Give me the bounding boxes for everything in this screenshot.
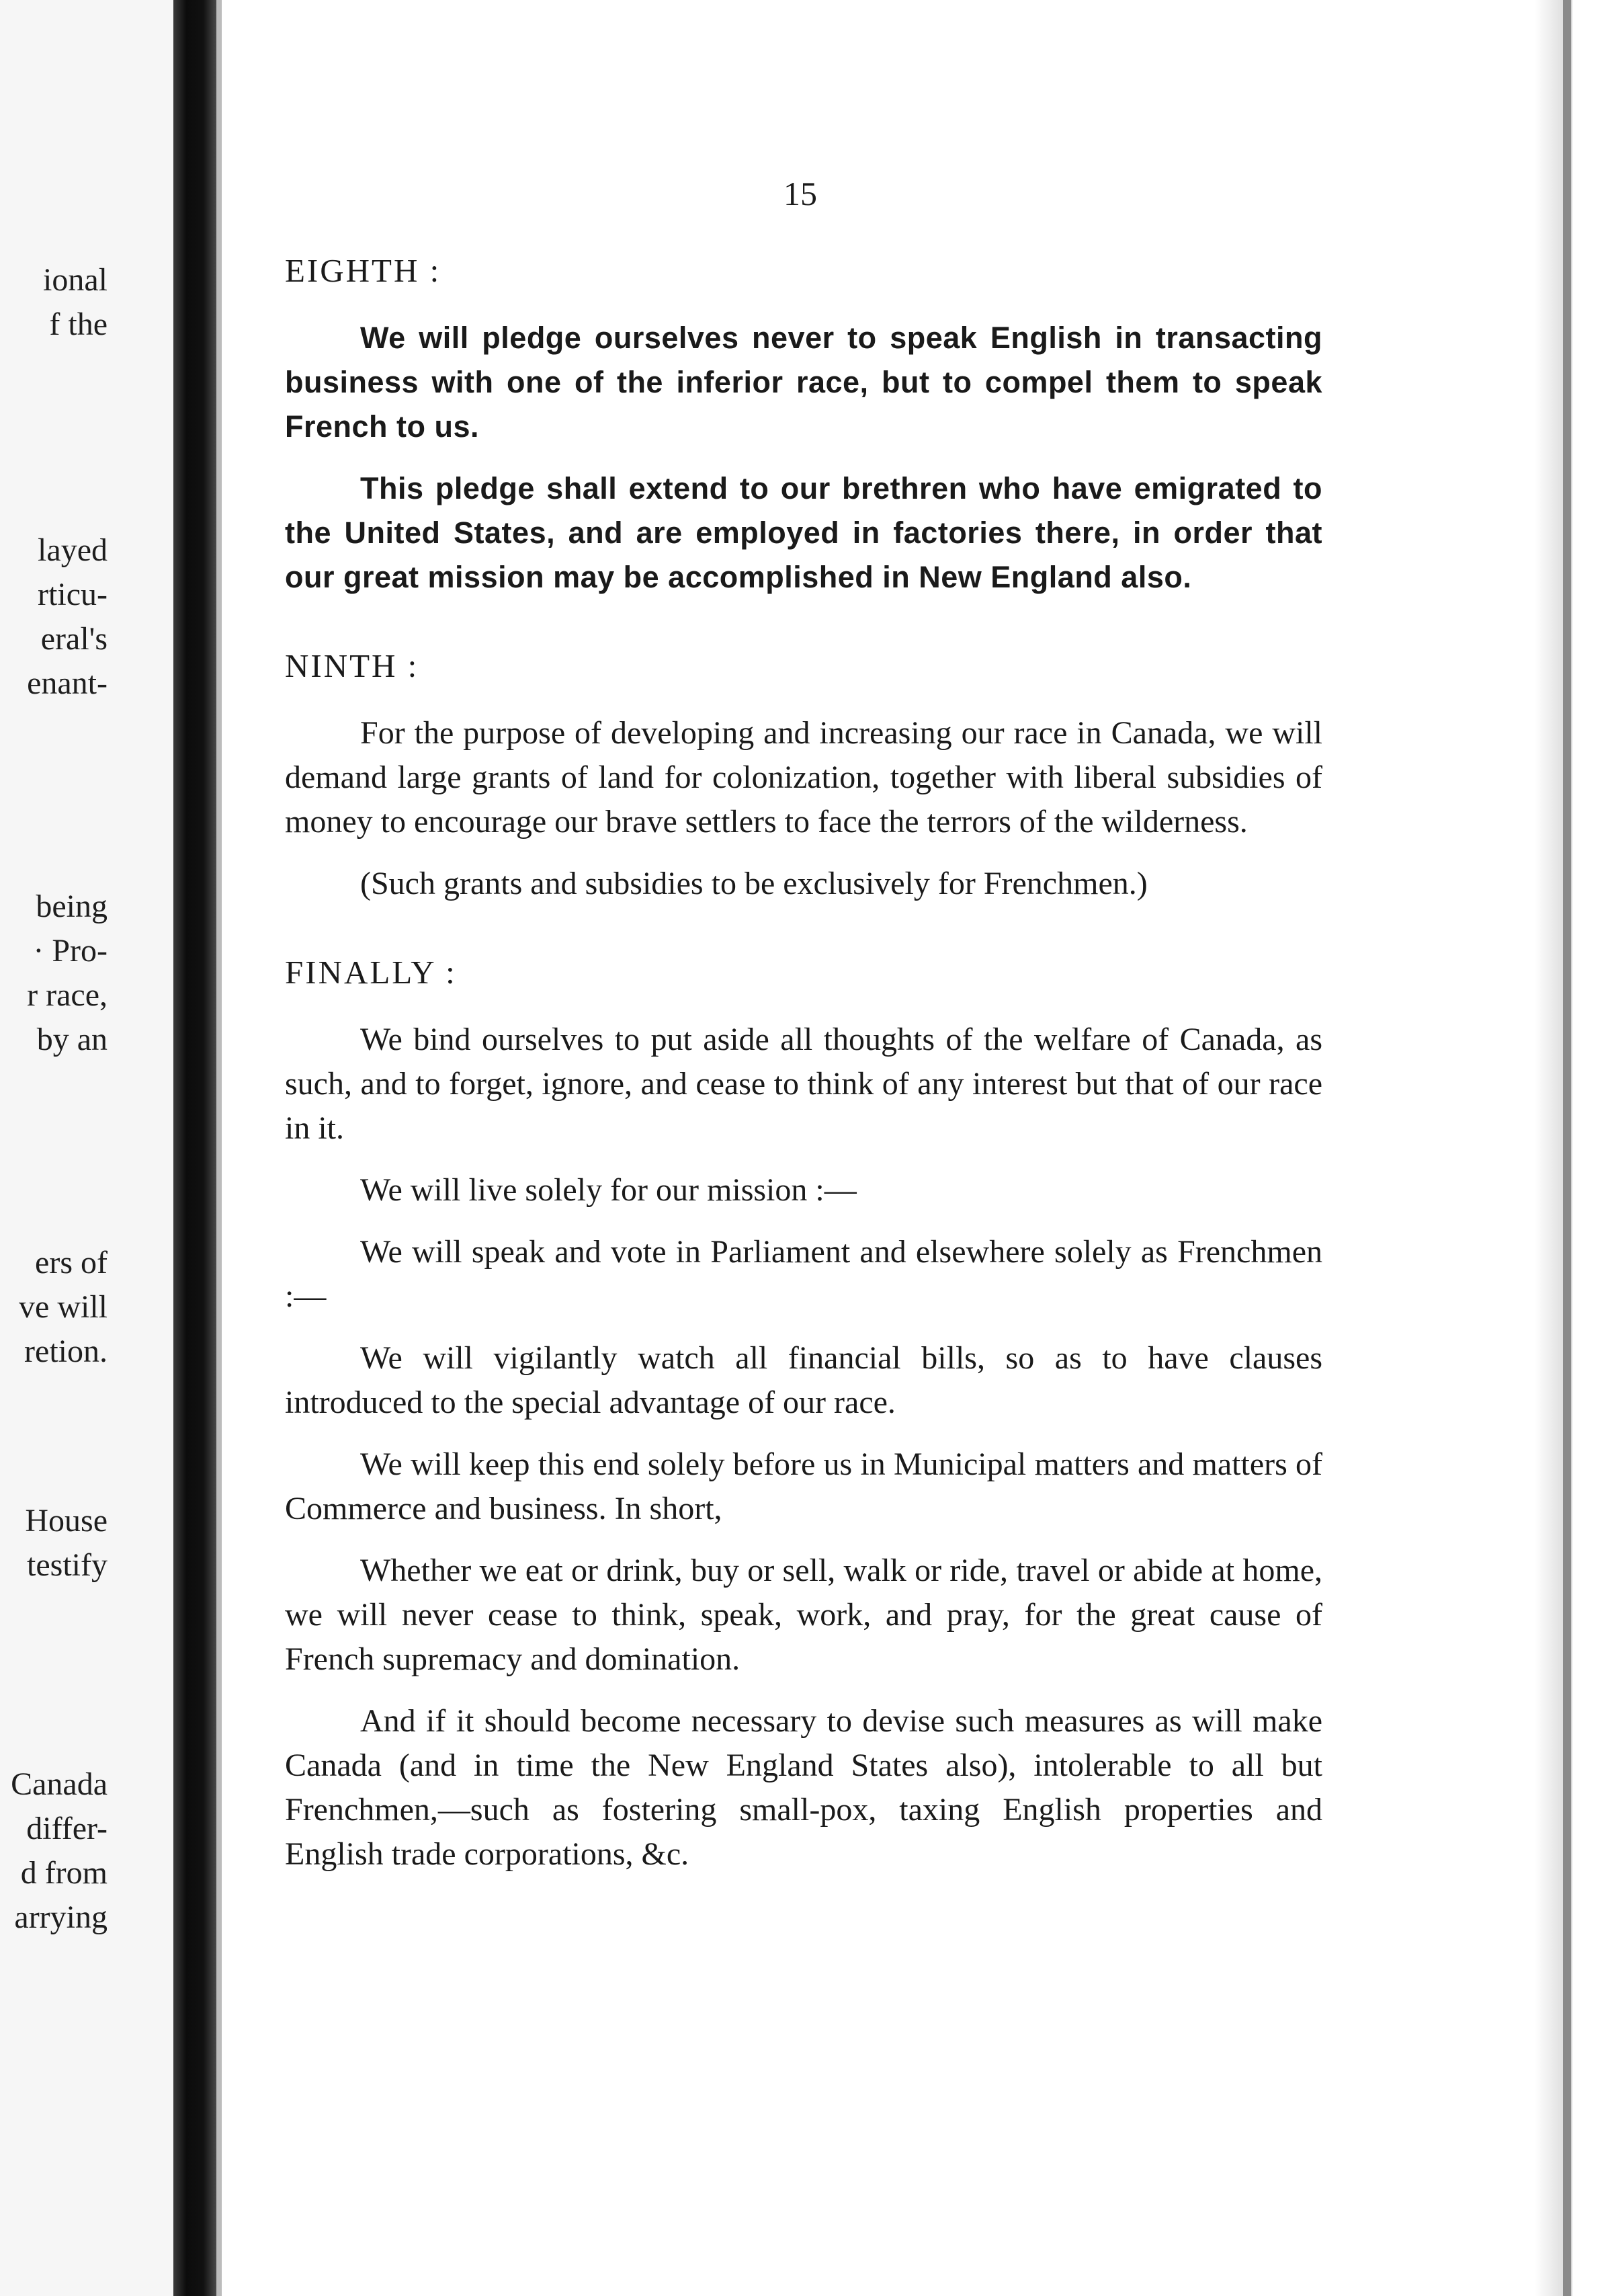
left-facing-page xyxy=(0,0,181,2296)
left-page-line: d from xyxy=(20,1855,108,1891)
left-page-line: being xyxy=(36,889,108,924)
left-page-line: Canada xyxy=(11,1766,108,1802)
section-heading: FINALLY : xyxy=(285,954,457,991)
section xyxy=(285,249,1322,600)
paragraph: We will pledge ourselves never to speak English in transacting business with one of the inferior race, but to compel them to speak French to us. xyxy=(285,321,1322,444)
section xyxy=(285,950,1322,1877)
left-page-line: rticu- xyxy=(38,577,108,612)
left-page-text-fragments xyxy=(0,0,108,2296)
left-page-line: testify xyxy=(27,1547,108,1583)
paragraph: We will live solely for our mission :— xyxy=(360,1172,857,1208)
left-page-line: ional xyxy=(43,262,108,298)
paragraph: This pledge shall extend to our brethren who have emigrated to the United States, and are employed in factories there, in order that our great mission may be accomplished in New England also. xyxy=(285,471,1322,594)
paragraph: (Such grants and subsidies to be exclusively for Frenchmen.) xyxy=(360,866,1148,901)
left-page-line: · Pro- xyxy=(33,933,108,969)
paragraph: We will keep this end solely before us in Municipal matters and matters of Commerce and business. In short, xyxy=(285,1446,1322,1526)
left-page-line: by an xyxy=(36,1022,108,1057)
left-page-line: differ- xyxy=(26,1811,108,1846)
section-heading: NINTH : xyxy=(285,647,419,684)
left-page-line: f the xyxy=(49,306,108,342)
section-spacer xyxy=(285,924,1322,950)
left-page-line: ve will xyxy=(19,1289,108,1325)
section xyxy=(285,644,1322,906)
left-page-line: ers of xyxy=(35,1245,108,1280)
section-heading: EIGHTH : xyxy=(285,252,441,289)
paragraph: We will vigilantly watch all financial bills, so as to have clauses introduced to the special advantage of our race. xyxy=(285,1340,1322,1420)
paragraph: We bind ourselves to put aside all thoughts of the welfare of Canada, as such, and to forget, ignore, and cease to think of any interest but that of our race in it. xyxy=(285,1022,1322,1146)
page-outer-edge xyxy=(1563,0,1571,2296)
paragraph: And if it should become necessary to devise such measures as will make Canada (and in time the New England States also), intolerable to all but Frenchmen,—such as fostering small-pox, taxing English properties and English trade corporations, &c. xyxy=(285,1703,1322,1872)
left-page-line: retion. xyxy=(24,1334,108,1369)
left-page-line: arrying xyxy=(14,1899,108,1935)
page-number: 15 xyxy=(783,175,817,212)
section-spacer xyxy=(285,617,1322,644)
left-page-line: eral's xyxy=(40,621,108,657)
left-page-line: r race, xyxy=(27,977,108,1013)
paragraph: We will speak and vote in Parliament and elsewhere solely as Frenchmen :— xyxy=(285,1234,1322,1314)
page-body-text xyxy=(285,249,1322,1894)
paragraph: Whether we eat or drink, buy or sell, walk or ride, travel or abide at home, we will never cease to think, speak, work, and pray, for the great cause of French supremacy and domination. xyxy=(285,1553,1322,1677)
left-page-line: layed xyxy=(38,532,108,568)
page-inner-edge xyxy=(216,0,222,2296)
book-spine-shadow xyxy=(173,0,216,2296)
left-page-line: enant- xyxy=(27,665,108,701)
paragraph: For the purpose of developing and increasing our race in Canada, we will demand large grants of land for colonization, together with liberal subsidies of money to encourage our brave settlers to face the terrors of the wilderness. xyxy=(285,715,1322,839)
left-page-line: House xyxy=(25,1503,108,1539)
